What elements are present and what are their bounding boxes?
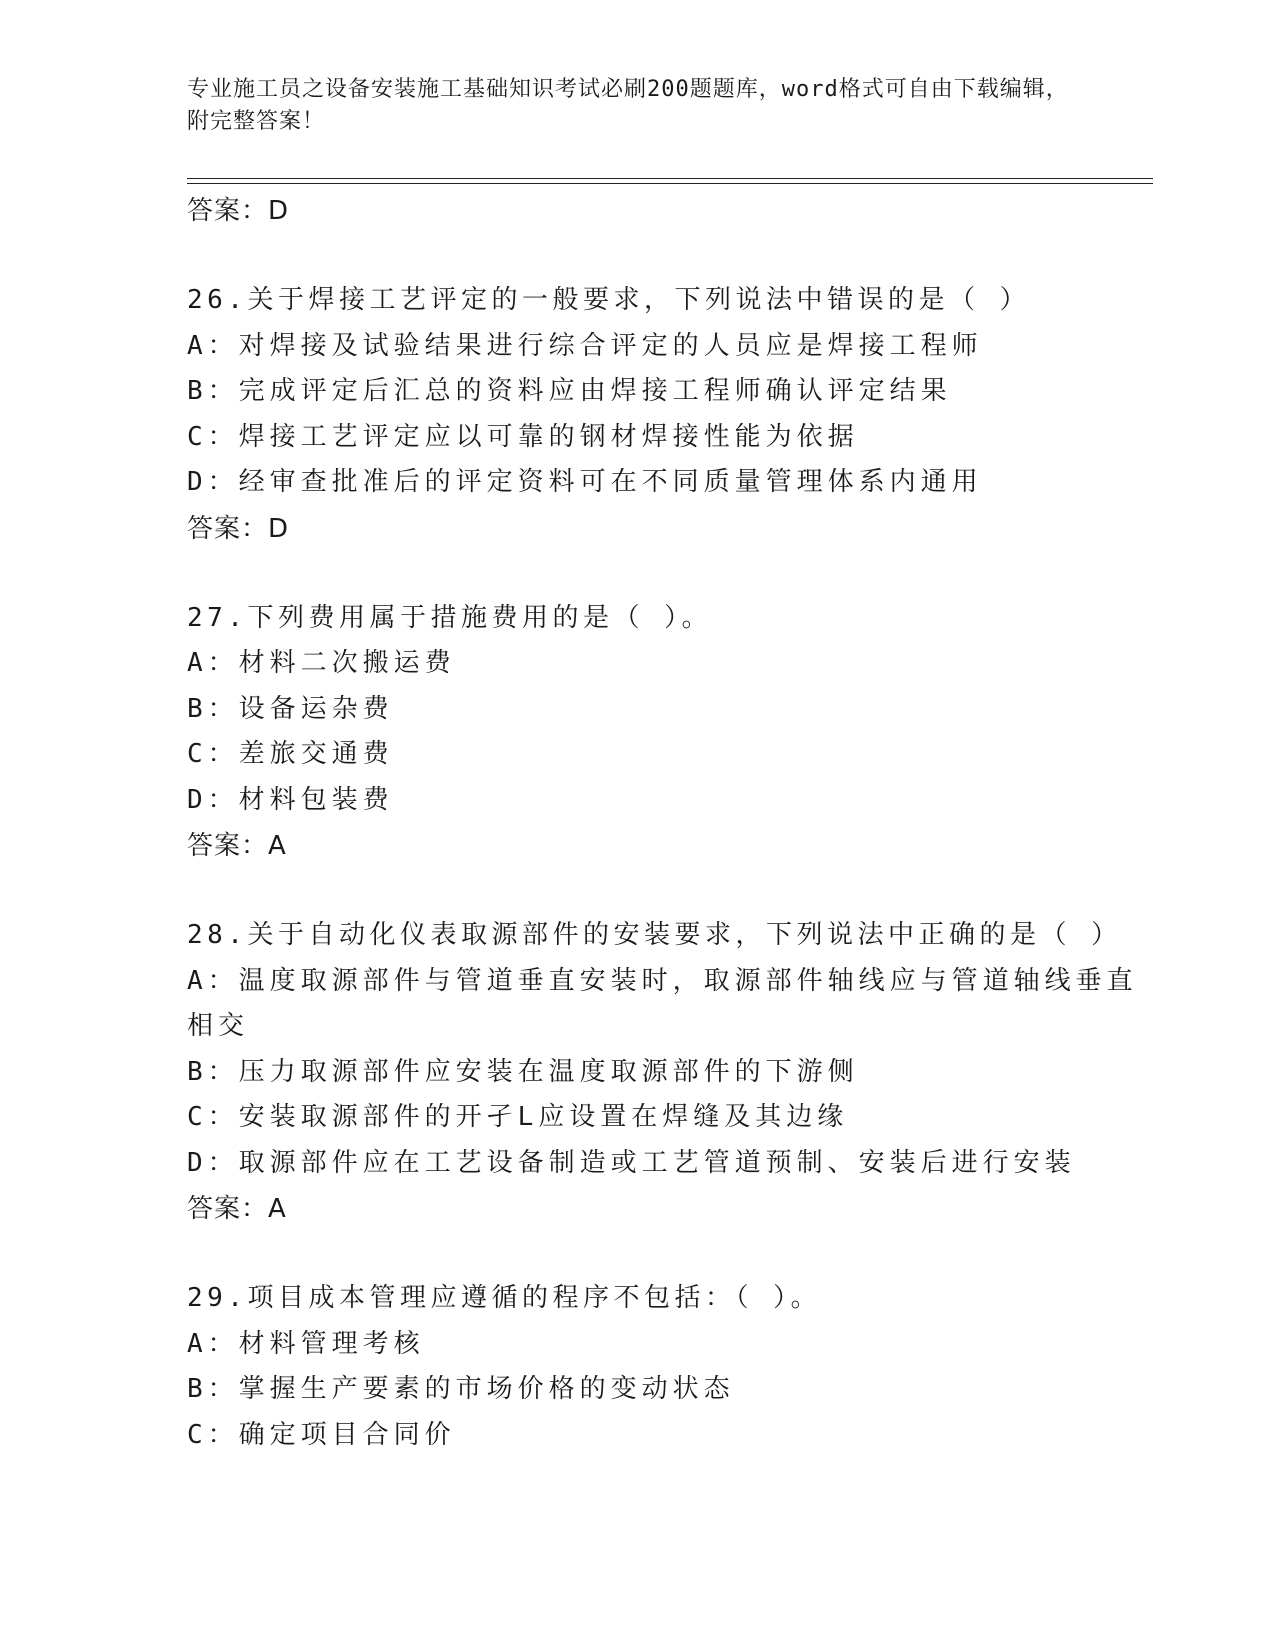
option-b: B：压力取源部件应安装在温度取源部件的下游侧 xyxy=(187,1056,859,1087)
answer-line: 答案：A xyxy=(187,1194,287,1224)
question-29 xyxy=(187,1276,1153,1458)
question-stem: 27.下列费用属于措施费用的是（ ）。 xyxy=(187,602,713,633)
option-c: C：焊接工艺评定应以可靠的钢材焊接性能为依据 xyxy=(187,421,859,452)
answer-line: 答案：D xyxy=(187,196,290,226)
option-c: C：差旅交通费 xyxy=(187,739,394,769)
header-divider xyxy=(187,178,1153,184)
option-d: D：经审查批准后的评定资料可在不同质量管理体系内通用 xyxy=(187,467,983,497)
option-a: A：对焊接及试验结果进行综合评定的人员应是焊接工程师 xyxy=(187,330,983,361)
page-header: 专业施工员之设备安装施工基础知识考试必刷200题题库，word格式可自由下载编辑，附完整答案！ xyxy=(187,77,1069,134)
option-d: D：取源部件应在工艺设备制造或工艺管道预制、安装后进行安装 xyxy=(187,1147,1076,1178)
option-a: A：温度取源部件与管道垂直安装时，取源部件轴线应与管道轴线垂直相交 xyxy=(187,965,1138,1041)
document-body xyxy=(187,188,1153,1458)
option-d: D：材料包装费 xyxy=(187,784,394,815)
question-26 xyxy=(187,278,1153,552)
question-28 xyxy=(187,913,1153,1232)
question-27 xyxy=(187,596,1153,870)
option-b: B：掌握生产要素的市场价格的变动状态 xyxy=(187,1374,735,1404)
option-c: C：确定项目合同价 xyxy=(187,1419,456,1450)
option-b: B：完成评定后汇总的资料应由焊接工程师确认评定结果 xyxy=(187,376,952,406)
question-stem: 29.项目成本管理应遵循的程序不包括：（ ）。 xyxy=(187,1283,822,1313)
option-a: A：材料管理考核 xyxy=(187,1328,425,1359)
option-b: B：设备运杂费 xyxy=(187,693,394,724)
question-stem: 28.关于自动化仪表取源部件的安装要求，下列说法中正确的是（ ） xyxy=(187,920,1122,950)
option-c: C：安装取源部件的开孑L应设置在焊缝及其边缘 xyxy=(187,1102,849,1132)
question-stem: 26.关于焊接工艺评定的一般要求，下列说法中错误的是（ ） xyxy=(187,285,1031,315)
answer-line: 答案：D xyxy=(187,513,290,544)
answer-line: 答案：A xyxy=(187,831,287,861)
option-a: A：材料二次搬运费 xyxy=(187,648,456,678)
